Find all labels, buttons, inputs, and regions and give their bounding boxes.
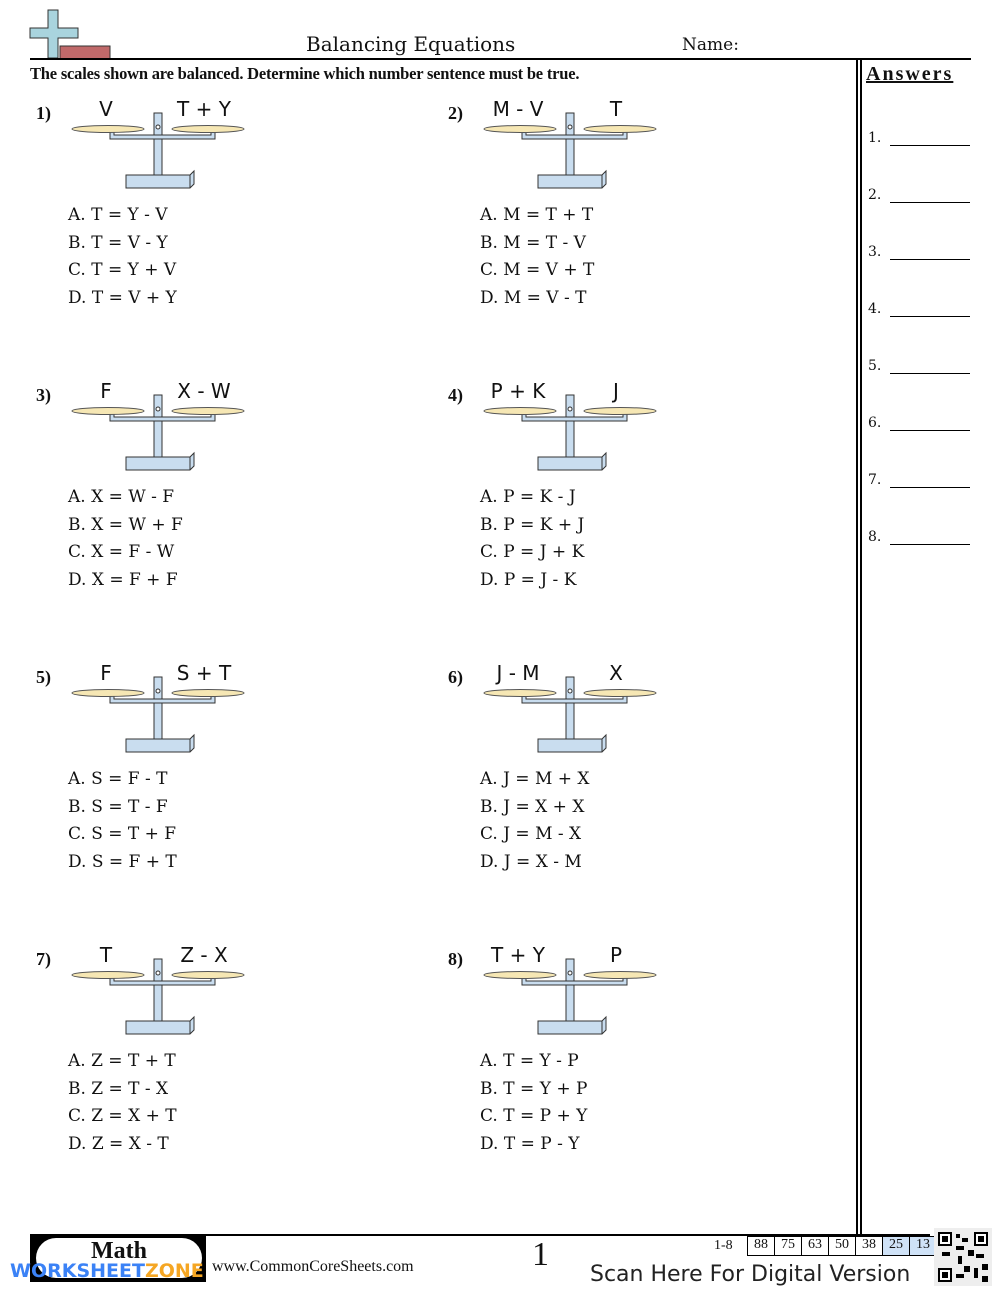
score-key-cell: 63: [801, 1236, 829, 1256]
answer-option[interactable]: B. T = Y + P: [480, 1078, 588, 1099]
right-pan-expression: T + Y: [177, 97, 231, 121]
left-pan-expression: T: [99, 943, 113, 967]
answer-number: 8.: [868, 529, 882, 545]
right-pan-expression: Z - X: [180, 943, 228, 967]
answer-option[interactable]: B. J = X + X: [480, 796, 585, 817]
answer-option[interactable]: D. Z = X - T: [68, 1133, 169, 1154]
answer-option[interactable]: A. X = W - F: [68, 487, 175, 507]
answer-number: 1.: [868, 130, 882, 146]
answer-blank[interactable]: [890, 259, 970, 260]
problem-number: 7): [36, 949, 51, 969]
problem-number: 8): [448, 949, 463, 969]
answer-row: [868, 244, 881, 260]
answer-option[interactable]: A. T = Y - P: [480, 1051, 579, 1071]
answer-option[interactable]: D. X = F + F: [68, 569, 178, 590]
answer-option[interactable]: A. J = M + X: [480, 769, 590, 789]
right-pan-expression: X - W: [177, 379, 231, 403]
answer-row: [868, 529, 881, 545]
answer-option[interactable]: C. J = M - X: [480, 824, 582, 844]
right-pan-expression: X: [609, 661, 623, 685]
worksheetzone-logo: [10, 1260, 204, 1282]
answer-option[interactable]: D. P = J - K: [480, 569, 577, 590]
problem-8: [448, 943, 848, 1231]
right-pan-expression: T: [609, 97, 623, 121]
answer-row: [868, 187, 881, 203]
left-pan-expression: J - M: [496, 661, 540, 685]
answer-option[interactable]: B. M = T - V: [480, 232, 586, 253]
problem-2: [448, 97, 848, 385]
page-number: 1: [532, 1236, 549, 1273]
problem-number: 1): [36, 103, 51, 123]
answer-option[interactable]: C. T = Y + V: [68, 260, 177, 280]
answer-option[interactable]: B. T = V - Y: [68, 232, 168, 253]
answer-option[interactable]: C. P = J + K: [480, 542, 585, 562]
answer-option[interactable]: C. S = T + F: [68, 824, 177, 844]
answer-row: [868, 415, 881, 431]
score-key-cell: 88: [747, 1236, 775, 1256]
math-label: Math: [36, 1238, 202, 1278]
problem-number: 6): [448, 667, 463, 687]
answer-option[interactable]: C. T = P + Y: [480, 1106, 588, 1126]
answer-number: 5.: [868, 358, 882, 374]
score-key: [748, 1236, 937, 1256]
answer-option[interactable]: D. T = V + Y: [68, 287, 177, 308]
answer-option[interactable]: A. T = Y - V: [68, 205, 168, 225]
answers-title: Answers: [866, 63, 954, 85]
qr-code-icon[interactable]: [934, 1228, 992, 1286]
answer-option[interactable]: C. M = V + T: [480, 260, 595, 280]
answer-blank[interactable]: [890, 202, 970, 203]
left-pan-expression: P + K: [490, 379, 546, 403]
answer-option[interactable]: A. S = F - T: [68, 769, 168, 789]
right-pan-expression: P: [609, 943, 623, 967]
left-pan-expression: V: [99, 97, 113, 121]
answer-option[interactable]: D. J = X - M: [480, 851, 582, 872]
right-pan-expression: S + T: [176, 661, 232, 685]
worksheet-title: Balancing Equations: [306, 32, 516, 56]
problem-5: [36, 661, 436, 949]
header-divider: [30, 58, 971, 60]
answer-option[interactable]: A. M = T + T: [480, 205, 594, 225]
problem-3: [36, 379, 436, 667]
answer-number: 7.: [868, 472, 882, 488]
left-pan-expression: M - V: [492, 97, 544, 121]
answer-option[interactable]: B. Z = T - X: [68, 1078, 169, 1099]
answer-row: [868, 358, 881, 374]
answers-divider: [856, 60, 858, 1236]
answer-number: 3.: [868, 244, 882, 260]
answer-option[interactable]: B. P = K + J: [480, 514, 585, 535]
answer-row: [868, 130, 881, 146]
answer-blank[interactable]: [890, 544, 970, 545]
answer-blank[interactable]: [890, 430, 970, 431]
score-key-cell: 50: [828, 1236, 856, 1256]
answer-option[interactable]: B. S = T - F: [68, 796, 168, 817]
score-key-cell: 75: [774, 1236, 802, 1256]
answers-divider: [860, 60, 862, 1236]
answer-blank[interactable]: [890, 145, 970, 146]
problem-6: [448, 661, 848, 949]
right-pan-expression: J: [613, 379, 619, 403]
problem-7: [36, 943, 436, 1231]
answer-blank[interactable]: [890, 487, 970, 488]
answer-number: 4.: [868, 301, 882, 317]
problem-number: 3): [36, 385, 51, 405]
answer-option[interactable]: D. M = V - T: [480, 287, 587, 308]
name-label: Name:: [682, 35, 739, 55]
brand-b: ZONE: [144, 1260, 204, 1282]
answer-option[interactable]: C. Z = X + T: [68, 1106, 177, 1126]
answer-option[interactable]: D. T = P - Y: [480, 1133, 580, 1154]
site-url[interactable]: www.CommonCoreSheets.com: [212, 1258, 414, 1275]
problem-4: [448, 379, 848, 667]
answer-number: 2.: [868, 187, 882, 203]
problem-number: 5): [36, 667, 51, 687]
score-key-cell: 25: [882, 1236, 910, 1256]
answer-blank[interactable]: [890, 316, 970, 317]
instructions: The scales shown are balanced. Determine which number sentence must be true.: [30, 64, 580, 83]
problem-number: 4): [448, 385, 463, 405]
answer-number: 6.: [868, 415, 882, 431]
answer-option[interactable]: C. X = F - W: [68, 542, 175, 562]
answer-option[interactable]: A. P = K - J: [480, 487, 576, 507]
left-pan-expression: F: [100, 379, 112, 403]
brand-a: WORKSHEET: [10, 1260, 145, 1282]
score-key-cell: 13: [909, 1236, 937, 1256]
left-pan-expression: T + Y: [491, 943, 545, 967]
answer-option[interactable]: A. Z = T + T: [68, 1051, 176, 1071]
answer-row: [868, 301, 881, 317]
scan-label: Scan Here For Digital Version: [590, 1262, 911, 1287]
key-range: 1-8: [714, 1238, 733, 1253]
math-plus-minus-logo-icon: [28, 8, 112, 60]
answer-option[interactable]: B. X = W + F: [68, 514, 183, 535]
problem-number: 2): [448, 103, 463, 123]
left-pan-expression: F: [100, 661, 112, 685]
problem-1: [36, 97, 436, 385]
answer-blank[interactable]: [890, 373, 970, 374]
answer-row: [868, 472, 881, 488]
score-key-cell: 38: [855, 1236, 883, 1256]
answer-option[interactable]: D. S = F + T: [68, 851, 177, 872]
